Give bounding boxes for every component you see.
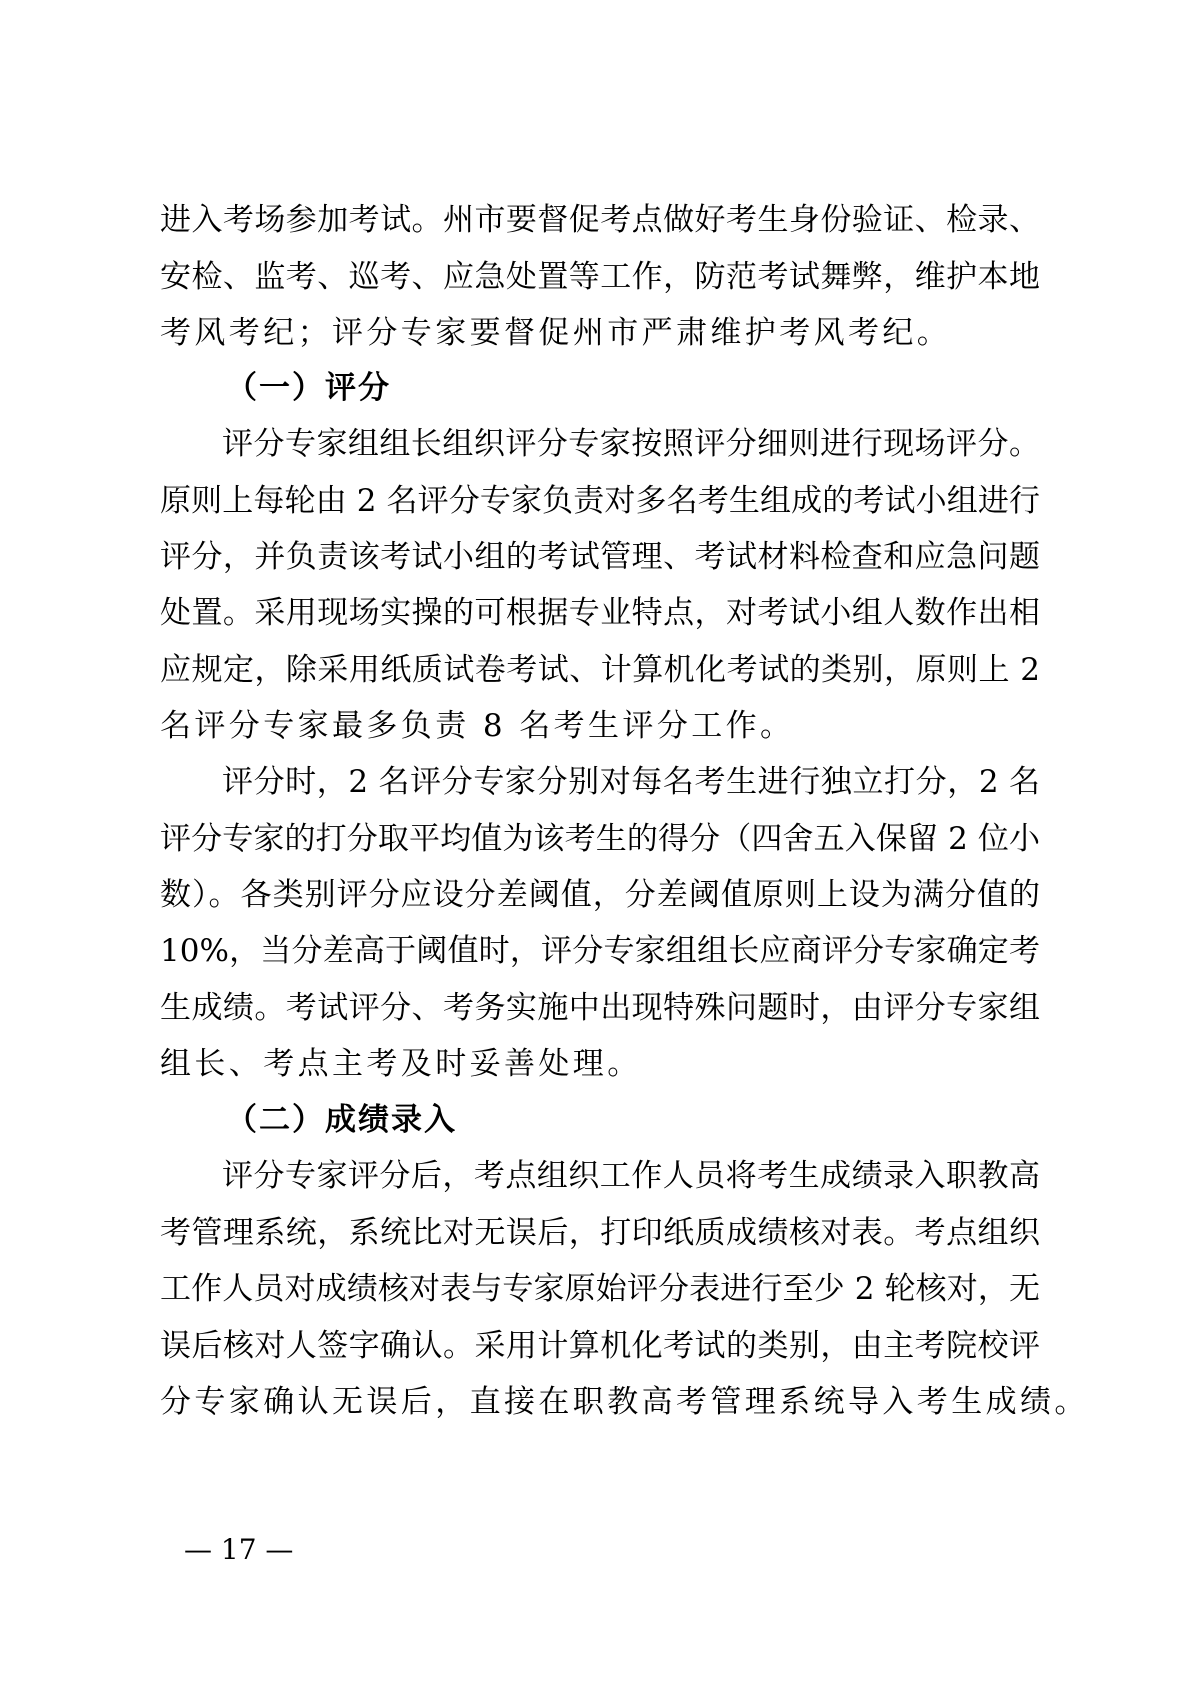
intro-line-1: 进入考场参加考试。州市要督促考点做好考生身份验证、检录、 bbox=[160, 202, 1040, 238]
scoring-para1-line-2: 原则上每轮由 2 名评分专家负责对多名考生组成的考试小组进行 bbox=[160, 483, 1040, 519]
scoring-para1-line-1: 评分专家组组长组织评分专家按照评分细则进行现场评分。 bbox=[222, 426, 1040, 462]
scoring-para2-line-4: 10%，当分差高于阈值时，评分专家组组长应商评分专家确定考 bbox=[160, 933, 1040, 969]
scoring-para2-line-3: 数）。各类别评分应设分差阈值，分差阈值原则上设为满分值的 bbox=[160, 877, 1040, 913]
entry-para1-line-1: 评分专家评分后，考点组织工作人员将考生成绩录入职教高 bbox=[222, 1158, 1040, 1194]
scoring-para1-line-4: 处置。采用现场实操的可根据专业特点，对考试小组人数作出相 bbox=[160, 595, 1040, 631]
scoring-para1-line-6: 名评分专家最多负责 8 名考生评分工作。 bbox=[160, 708, 795, 744]
intro-line-2: 安检、监考、巡考、应急处置等工作，防范考试舞弊，维护本地 bbox=[160, 259, 1040, 295]
section-heading-score-entry: （二）成绩录入 bbox=[226, 1102, 457, 1138]
entry-para1-line-5: 分专家确认无误后，直接在职教高考管理系统导入考生成绩。 bbox=[160, 1384, 1089, 1420]
scoring-para2-line-6: 组长、考点主考及时妥善处理。 bbox=[160, 1046, 642, 1082]
scoring-para1-line-5: 应规定，除采用纸质试卷考试、计算机化考试的类别，原则上 2 bbox=[160, 652, 1040, 688]
section-heading-scoring: （一）评分 bbox=[226, 370, 391, 406]
scoring-para2-line-5: 生成绩。考试评分、考务实施中出现特殊问题时，由评分专家组 bbox=[160, 990, 1040, 1026]
scoring-para2-line-1: 评分时，2 名评分专家分别对每名考生进行独立打分，2 名 bbox=[222, 764, 1040, 800]
scoring-para1-line-3: 评分，并负责该考试小组的考试管理、考试材料检查和应急问题 bbox=[160, 539, 1040, 575]
entry-para1-line-3: 工作人员对成绩核对表与专家原始评分表进行至少 2 轮核对，无 bbox=[160, 1271, 1040, 1307]
page-number: — 17 — bbox=[184, 1533, 294, 1566]
entry-para1-line-2: 考管理系统，系统比对无误后，打印纸质成绩核对表。考点组织 bbox=[160, 1215, 1040, 1251]
scoring-para2-line-2: 评分专家的打分取平均值为该考生的得分（四舍五入保留 2 位小 bbox=[160, 821, 1040, 857]
intro-line-3: 考风考纪；评分专家要督促州市严肃维护考风考纪。 bbox=[160, 315, 952, 351]
entry-para1-line-4: 误后核对人签字确认。采用计算机化考试的类别，由主考院校评 bbox=[160, 1328, 1040, 1364]
